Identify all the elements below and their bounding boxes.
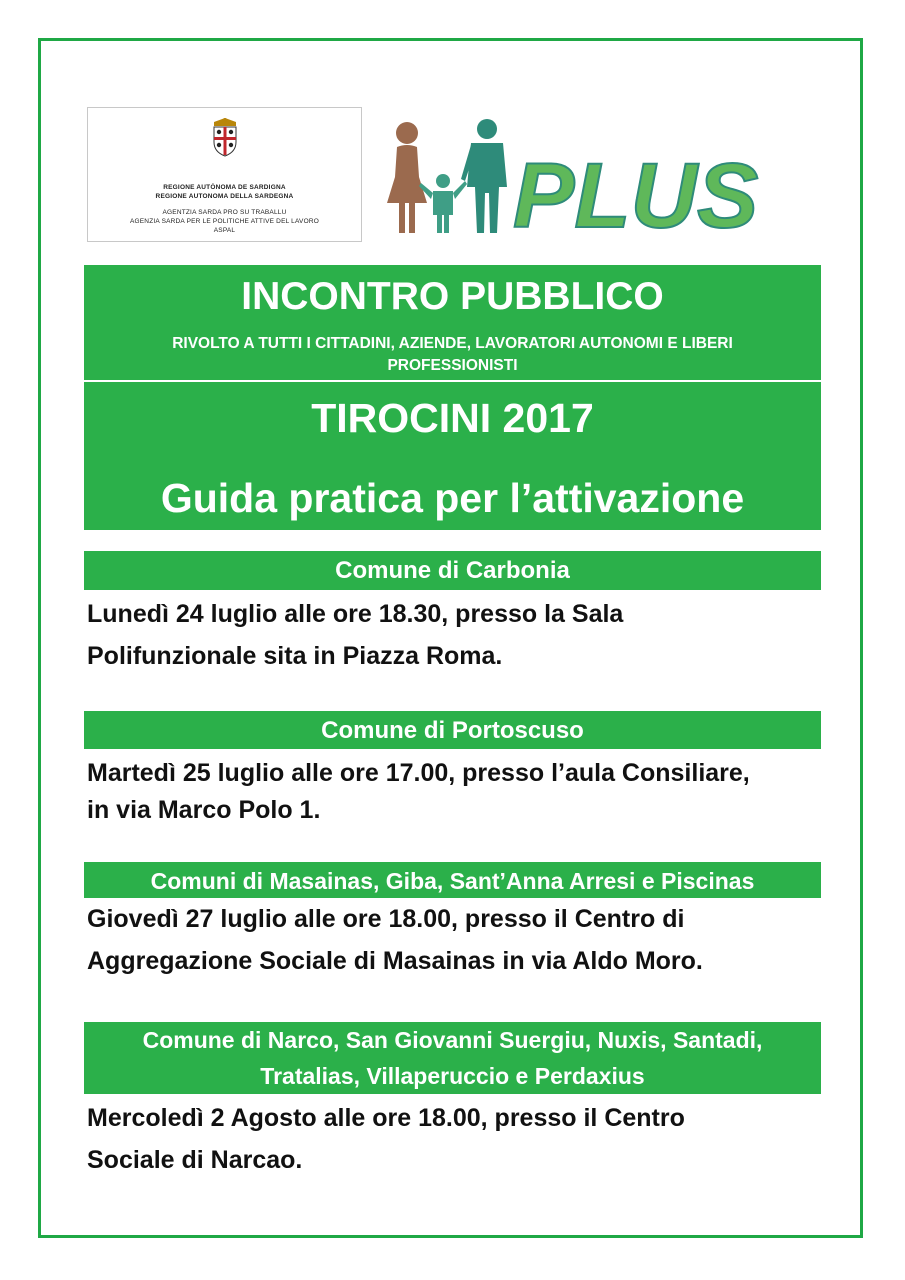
logo-line-agency-sardinian: AGENTZIA SARDA PRO SU TRABALLU <box>162 209 287 216</box>
portoscuso-details-line-1: Martedì 25 luglio alle ore 17.00, presso l’aula Consiliare, <box>87 759 750 787</box>
sardinia-coat-of-arms-icon <box>208 116 242 158</box>
subtitle-line-1: RIVOLTO A TUTTI I CITTADINI, AZIENDE, LAVORATORI AUTONOMI E LIBERI <box>172 335 733 352</box>
section-heading-carbonia: Comune di Carbonia <box>84 551 821 590</box>
plus-family-logo <box>385 115 759 247</box>
carbonia-details-line-1: Lunedì 24 luglio alle ore 18.30, presso la Sala <box>87 600 624 628</box>
section-heading-portoscuso: Comune di Portoscuso <box>84 711 821 749</box>
guide-title: Guida pratica per l’attivazione <box>160 475 745 521</box>
event-title: TIROCINI 2017 <box>311 395 594 441</box>
regione-sardegna-logo <box>87 107 362 242</box>
masainas-details-line-2: Aggregazione Sociale di Masainas in via Aldo Moro. <box>87 947 703 975</box>
portoscuso-details-line-2: in via Marco Polo 1. <box>87 796 321 824</box>
subtitle-line-2: PROFESSIONISTI <box>387 357 518 374</box>
logo-line-region-sardinian: REGIONE AUTÒNOMA DE SARDIGNA <box>163 184 286 191</box>
plus-logo-text: PLUS <box>513 145 759 247</box>
logo-line-region-italian: REGIONE AUTONOMA DELLA SARDEGNA <box>155 193 294 200</box>
narcao-details-line-1: Mercoledì 2 Agosto alle ore 18.00, presso il Centro <box>87 1104 685 1132</box>
logo-line-agency-italian: AGENZIA SARDA PER LE POLITICHE ATTIVE DEL LAVORO <box>129 218 319 225</box>
section-heading-narcao <box>84 1022 821 1094</box>
page-title: INCONTRO PUBBLICO <box>241 275 664 318</box>
woman-figure-icon <box>387 122 427 233</box>
section-heading-masainas: Comuni di Masainas, Giba, Sant’Anna Arresi e Piscinas <box>84 862 821 898</box>
child-figure-icon <box>419 174 467 233</box>
narcao-heading-line-2: Tratalias, Villaperuccio e Perdaxius <box>260 1063 645 1089</box>
man-figure-icon <box>461 119 507 233</box>
logo-line-aspal: ASPAL <box>213 227 236 234</box>
masainas-details-line-1: Giovedì 27 luglio alle ore 18.00, presso il Centro di <box>87 905 685 933</box>
narcao-heading-line-1: Comune di Narco, San Giovanni Suergiu, Nuxis, Santadi, <box>142 1027 763 1053</box>
carbonia-details-line-2: Polifunzionale sita in Piazza Roma. <box>87 642 503 670</box>
narcao-details-line-2: Sociale di Narcao. <box>87 1146 303 1174</box>
